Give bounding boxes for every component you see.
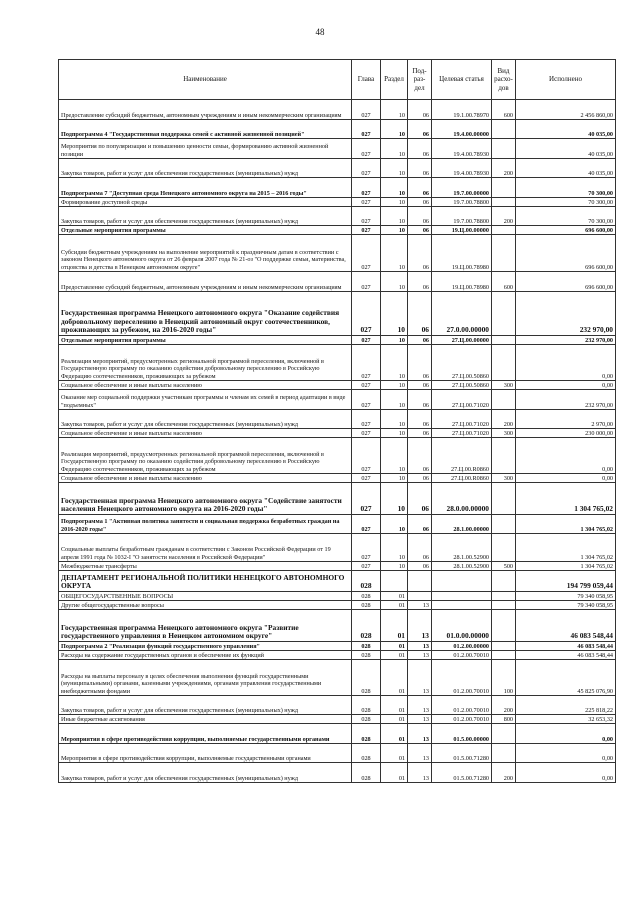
cell-razdel: 01 <box>381 601 408 610</box>
cell-target <box>432 601 492 610</box>
cell-vid <box>492 336 516 345</box>
cell-name: Субсидии бюджетным учреждениям на выполнение мероприятий к праздничным датам в соответствии с законом Ненецкого автономного округа от 26 февраля 2007 года № 21-оз "О поддержке семьи, материнства, отцовства и детства в Ненецком автономном округе" <box>59 235 352 272</box>
cell-vid <box>492 198 516 207</box>
cell-podrazdel: 06 <box>408 429 432 438</box>
cell-glava: 028 <box>352 744 381 763</box>
cell-done: 70 300,00 <box>516 198 616 207</box>
cell-vid: 500 <box>492 562 516 571</box>
cell-podrazdel: 06 <box>408 381 432 390</box>
cell-glava: 027 <box>352 292 381 336</box>
cell-done: 45 825 076,90 <box>516 660 616 696</box>
header-podrazdel: Под-раз-дел <box>408 60 432 100</box>
cell-vid: 200 <box>492 696 516 715</box>
cell-vid <box>492 601 516 610</box>
cell-target: 19.Ц.00.00000 <box>432 226 492 235</box>
cell-razdel: 01 <box>381 651 408 660</box>
cell-podrazdel: 13 <box>408 724 432 744</box>
cell-done: 194 799 059,44 <box>516 571 616 592</box>
cell-podrazdel: 13 <box>408 696 432 715</box>
cell-podrazdel: 13 <box>408 763 432 783</box>
cell-vid: 200 <box>492 763 516 783</box>
cell-glava: 028 <box>352 601 381 610</box>
cell-razdel: 10 <box>381 345 408 381</box>
cell-razdel: 10 <box>381 120 408 139</box>
cell-target: 28.1.00.00000 <box>432 515 492 534</box>
cell-name: Государственная программа Ненецкого автономного округа "Содействие занятости населения Ненецкого автономного округа на 2016-2020 годы" <box>59 483 352 515</box>
cell-razdel: 10 <box>381 336 408 345</box>
cell-podrazdel: 06 <box>408 336 432 345</box>
table-row <box>59 438 616 474</box>
cell-target: 01.2.00.00000 <box>432 642 492 651</box>
cell-target <box>432 571 492 592</box>
cell-glava: 027 <box>352 390 381 410</box>
cell-glava: 027 <box>352 381 381 390</box>
cell-podrazdel: 13 <box>408 744 432 763</box>
table-body <box>59 100 616 783</box>
table-row <box>59 534 616 562</box>
cell-name: Подпрограмма 7 "Доступная среда Ненецкого автономного округа на 2015 – 2016 годы" <box>59 178 352 198</box>
cell-glava: 028 <box>352 724 381 744</box>
cell-done: 2 456 860,00 <box>516 100 616 120</box>
cell-done: 0,00 <box>516 381 616 390</box>
cell-name: Закупка товаров, работ и услуг для обеспечения государственных (муниципальных) нужд <box>59 410 352 429</box>
cell-target: 01.5.00.71280 <box>432 763 492 783</box>
cell-razdel: 01 <box>381 744 408 763</box>
cell-razdel: 10 <box>381 100 408 120</box>
cell-name: Социальное обеспечение и иные выплаты населению <box>59 429 352 438</box>
cell-target: 19.4.00.78930 <box>432 139 492 159</box>
table-row <box>59 120 616 139</box>
table-row <box>59 483 616 515</box>
cell-vid: 300 <box>492 429 516 438</box>
cell-done: 40 035,00 <box>516 120 616 139</box>
cell-podrazdel: 06 <box>408 120 432 139</box>
cell-name: Другие общегосударственные вопросы <box>59 601 352 610</box>
cell-name: Отдельные мероприятия программы <box>59 336 352 345</box>
cell-vid: 800 <box>492 715 516 724</box>
cell-podrazdel: 06 <box>408 139 432 159</box>
cell-razdel: 10 <box>381 235 408 272</box>
cell-vid: 300 <box>492 474 516 483</box>
table-row <box>59 390 616 410</box>
cell-target: 27.Ц.00.71020 <box>432 410 492 429</box>
cell-name: Иные бюджетные ассигнования <box>59 715 352 724</box>
cell-done: 696 600,00 <box>516 272 616 292</box>
cell-glava: 028 <box>352 592 381 601</box>
cell-glava: 027 <box>352 120 381 139</box>
cell-podrazdel: 06 <box>408 345 432 381</box>
cell-razdel: 10 <box>381 483 408 515</box>
table-row <box>59 562 616 571</box>
cell-name: Подпрограмма 4 "Государственная поддержка семей с активной жизненной позицией" <box>59 120 352 139</box>
cell-glava: 027 <box>352 100 381 120</box>
cell-podrazdel: 06 <box>408 178 432 198</box>
cell-name: Реализация мероприятий, предусмотренных региональной программой переселения, включенной в Государственную программу по оказанию содействия добровольному переселению в Российскую Федерацию соотечественников, проживающих за рубежом <box>59 438 352 474</box>
cell-glava: 028 <box>352 715 381 724</box>
cell-razdel: 10 <box>381 438 408 474</box>
cell-name: Закупка товаров, работ и услуг для обеспечения государственных (муниципальных) нужд <box>59 696 352 715</box>
table-row <box>59 235 616 272</box>
cell-razdel: 01 <box>381 763 408 783</box>
cell-target: 27.0.00.00000 <box>432 292 492 336</box>
table-row <box>59 601 616 610</box>
cell-razdel: 10 <box>381 272 408 292</box>
cell-glava: 027 <box>352 515 381 534</box>
cell-razdel: 10 <box>381 515 408 534</box>
cell-done: 225 818,22 <box>516 696 616 715</box>
cell-podrazdel: 06 <box>408 562 432 571</box>
cell-done: 696 600,00 <box>516 226 616 235</box>
cell-name: Мероприятия по популяризации и повышению ценности семьи, формированию активной жизненной позиции <box>59 139 352 159</box>
cell-target: 01.0.00.00000 <box>432 610 492 642</box>
cell-razdel: 01 <box>381 610 408 642</box>
table-row <box>59 642 616 651</box>
cell-name: ОБЩЕГОСУДАРСТВЕННЫЕ ВОПРОСЫ <box>59 592 352 601</box>
cell-podrazdel: 06 <box>408 207 432 226</box>
cell-name: Расходы на содержание государственных органов и обеспечение их функций <box>59 651 352 660</box>
cell-vid: 600 <box>492 272 516 292</box>
cell-razdel: 10 <box>381 410 408 429</box>
cell-done: 1 304 765,02 <box>516 534 616 562</box>
cell-glava: 027 <box>352 483 381 515</box>
cell-done: 0,00 <box>516 474 616 483</box>
cell-target: 01.2.00.70010 <box>432 696 492 715</box>
cell-podrazdel: 06 <box>408 272 432 292</box>
header-name: Наименование <box>59 60 352 100</box>
cell-name: Предоставление субсидий бюджетным, автономным учреждениям и иным некоммерческим организациям <box>59 272 352 292</box>
cell-target: 19.4.00.00000 <box>432 120 492 139</box>
cell-vid: 600 <box>492 100 516 120</box>
cell-glava: 028 <box>352 763 381 783</box>
cell-name: Мероприятия в сфере противодействия коррупции, выполняемые государственными органами <box>59 724 352 744</box>
table-row <box>59 410 616 429</box>
page-number: 48 <box>315 27 325 37</box>
table-row <box>59 715 616 724</box>
cell-vid <box>492 571 516 592</box>
cell-podrazdel: 13 <box>408 601 432 610</box>
cell-done: 40 035,00 <box>516 139 616 159</box>
cell-glava: 028 <box>352 660 381 696</box>
cell-name: Межбюджетные трансферты <box>59 562 352 571</box>
table-row <box>59 139 616 159</box>
cell-target: 28.1.00.52900 <box>432 534 492 562</box>
cell-target: 27.Ц.00.71020 <box>432 390 492 410</box>
cell-podrazdel: 13 <box>408 642 432 651</box>
cell-done: 46 083 548,44 <box>516 651 616 660</box>
cell-podrazdel: 06 <box>408 410 432 429</box>
cell-target: 27.Ц.00.R0860 <box>432 438 492 474</box>
cell-glava: 027 <box>352 235 381 272</box>
cell-vid <box>492 534 516 562</box>
cell-podrazdel: 06 <box>408 534 432 562</box>
cell-name: Подпрограмма 1 "Активная политика занятости и социальная поддержка безработных граждан на 2016-2020 годы" <box>59 515 352 534</box>
table-header-row <box>59 60 616 100</box>
cell-vid <box>492 515 516 534</box>
cell-razdel: 10 <box>381 292 408 336</box>
cell-razdel: 10 <box>381 429 408 438</box>
cell-target: 27.Ц.00.R0860 <box>432 474 492 483</box>
cell-done: 232 970,00 <box>516 336 616 345</box>
cell-glava: 027 <box>352 178 381 198</box>
cell-target: 28.0.00.00000 <box>432 483 492 515</box>
cell-vid <box>492 744 516 763</box>
cell-vid: 300 <box>492 381 516 390</box>
cell-glava: 027 <box>352 336 381 345</box>
table-row <box>59 592 616 601</box>
cell-podrazdel: 06 <box>408 515 432 534</box>
cell-target: 19.Ц.00.78980 <box>432 272 492 292</box>
header-done: Исполнено <box>516 60 616 100</box>
table-row <box>59 660 616 696</box>
cell-vid: 200 <box>492 410 516 429</box>
cell-done: 0,00 <box>516 763 616 783</box>
cell-podrazdel: 06 <box>408 226 432 235</box>
cell-target: 01.2.00.70010 <box>432 651 492 660</box>
table-row <box>59 571 616 592</box>
cell-vid <box>492 642 516 651</box>
table-row <box>59 207 616 226</box>
cell-done: 232 970,00 <box>516 390 616 410</box>
cell-name: Реализация мероприятий, предусмотренных региональной программой переселения, включенной в Государственную программу по оказанию содействия добровольному переселению в Российскую Федерацию соотечественников, проживающих за рубежом <box>59 345 352 381</box>
cell-podrazdel: 06 <box>408 390 432 410</box>
header-vid: Вид расхо-дов <box>492 60 516 100</box>
cell-razdel <box>381 571 408 592</box>
cell-razdel: 10 <box>381 390 408 410</box>
cell-glava: 027 <box>352 226 381 235</box>
cell-target: 01.2.00.70010 <box>432 660 492 696</box>
cell-done: 32 653,32 <box>516 715 616 724</box>
cell-target: 19.7.00.00000 <box>432 178 492 198</box>
cell-podrazdel <box>408 592 432 601</box>
cell-done: 232 970,00 <box>516 292 616 336</box>
table-row <box>59 272 616 292</box>
cell-done: 0,00 <box>516 744 616 763</box>
cell-name: Государственная программа Ненецкого автономного округа "Развитие государственного управления в Ненецком автономном округе" <box>59 610 352 642</box>
cell-target: 19.4.00.78930 <box>432 159 492 178</box>
cell-razdel: 10 <box>381 474 408 483</box>
table-row <box>59 429 616 438</box>
cell-target: 19.7.00.78800 <box>432 207 492 226</box>
cell-target: 27.Ц.00.50860 <box>432 381 492 390</box>
cell-done: 0,00 <box>516 724 616 744</box>
cell-glava: 027 <box>352 474 381 483</box>
table-row <box>59 336 616 345</box>
cell-vid: 200 <box>492 207 516 226</box>
cell-glava: 027 <box>352 272 381 292</box>
cell-razdel: 10 <box>381 381 408 390</box>
cell-done: 79 340 058,95 <box>516 592 616 601</box>
cell-done: 0,00 <box>516 345 616 381</box>
table-row <box>59 100 616 120</box>
table-row <box>59 198 616 207</box>
cell-name: Расходы на выплаты персоналу в целях обеспечения выполнения функций государственными (муниципальными) органами, казенными учреждениями, органами управления государственными внебюджетными фондами <box>59 660 352 696</box>
cell-glava: 028 <box>352 571 381 592</box>
budget-table <box>58 59 616 783</box>
cell-vid: 100 <box>492 660 516 696</box>
cell-vid <box>492 724 516 744</box>
table-row <box>59 724 616 744</box>
cell-done: 230 000,00 <box>516 429 616 438</box>
cell-glava: 027 <box>352 410 381 429</box>
header-target: Целевая статья <box>432 60 492 100</box>
cell-target: 19.Ц.00.78980 <box>432 235 492 272</box>
cell-name: Социальное обеспечение и иные выплаты населению <box>59 381 352 390</box>
cell-glava: 027 <box>352 139 381 159</box>
cell-glava: 028 <box>352 696 381 715</box>
cell-razdel: 01 <box>381 592 408 601</box>
cell-razdel: 10 <box>381 139 408 159</box>
table-row <box>59 345 616 381</box>
table-row <box>59 515 616 534</box>
cell-vid <box>492 226 516 235</box>
cell-name: Мероприятия в сфере противодействия коррупции, выполняемые государственными органами <box>59 744 352 763</box>
cell-target <box>432 592 492 601</box>
cell-podrazdel: 13 <box>408 610 432 642</box>
cell-done: 79 340 058,95 <box>516 601 616 610</box>
cell-podrazdel: 06 <box>408 483 432 515</box>
cell-razdel: 10 <box>381 178 408 198</box>
cell-glava: 027 <box>352 159 381 178</box>
cell-done: 1 304 765,02 <box>516 515 616 534</box>
cell-podrazdel: 06 <box>408 159 432 178</box>
cell-razdel: 01 <box>381 642 408 651</box>
cell-vid <box>492 438 516 474</box>
cell-done: 40 035,00 <box>516 159 616 178</box>
cell-name: Социальные выплаты безработным гражданам в соответствии с Законом Российской Федерации от 19 апреля 1991 года № 1032-I "О занятости населения в Российской Федерации" <box>59 534 352 562</box>
cell-glava: 027 <box>352 345 381 381</box>
cell-target: 28.1.00.52900 <box>432 562 492 571</box>
cell-done: 696 600,00 <box>516 235 616 272</box>
cell-vid <box>492 390 516 410</box>
cell-razdel: 10 <box>381 159 408 178</box>
table-row <box>59 159 616 178</box>
table-row <box>59 474 616 483</box>
cell-podrazdel: 06 <box>408 100 432 120</box>
cell-razdel: 10 <box>381 226 408 235</box>
cell-vid <box>492 178 516 198</box>
cell-name: Предоставление субсидий бюджетным, автономным учреждениям и иным некоммерческим организациям <box>59 100 352 120</box>
cell-glava: 028 <box>352 651 381 660</box>
header-glava: Глава <box>352 60 381 100</box>
cell-done: 46 083 548,44 <box>516 642 616 651</box>
cell-glava: 027 <box>352 429 381 438</box>
cell-done: 46 083 548,44 <box>516 610 616 642</box>
cell-vid <box>492 651 516 660</box>
cell-name: Подпрограмма 2 "Реализация функций государственного управления" <box>59 642 352 651</box>
cell-razdel: 01 <box>381 696 408 715</box>
cell-glava: 027 <box>352 198 381 207</box>
cell-glava: 027 <box>352 534 381 562</box>
cell-vid <box>492 592 516 601</box>
cell-glava: 028 <box>352 610 381 642</box>
cell-podrazdel: 06 <box>408 474 432 483</box>
table-row <box>59 292 616 336</box>
cell-name: Отдельные мероприятия программы <box>59 226 352 235</box>
cell-target: 27.Ц.00.50860 <box>432 345 492 381</box>
cell-podrazdel: 13 <box>408 660 432 696</box>
cell-vid <box>492 120 516 139</box>
cell-name: Государственная программа Ненецкого автономного округа "Оказание содействия добровольному переселению в Ненецкий автономный округ соотечественников, проживающих за рубежом, на 2016-2020 годы" <box>59 292 352 336</box>
cell-vid <box>492 345 516 381</box>
cell-podrazdel <box>408 571 432 592</box>
table-row <box>59 651 616 660</box>
table-row <box>59 763 616 783</box>
cell-glava: 027 <box>352 562 381 571</box>
cell-razdel: 10 <box>381 207 408 226</box>
cell-done: 2 970,00 <box>516 410 616 429</box>
cell-vid <box>492 139 516 159</box>
cell-vid <box>492 483 516 515</box>
cell-razdel: 10 <box>381 534 408 562</box>
cell-done: 0,00 <box>516 438 616 474</box>
cell-podrazdel: 06 <box>408 235 432 272</box>
cell-name: Закупка товаров, работ и услуг для обеспечения государственных (муниципальных) нужд <box>59 159 352 178</box>
cell-podrazdel: 06 <box>408 198 432 207</box>
table-row <box>59 696 616 715</box>
cell-target: 19.7.00.78800 <box>432 198 492 207</box>
cell-done: 1 304 765,02 <box>516 562 616 571</box>
cell-done: 70 300,00 <box>516 178 616 198</box>
cell-podrazdel: 06 <box>408 292 432 336</box>
cell-razdel: 01 <box>381 660 408 696</box>
header-razdel: Раздел <box>381 60 408 100</box>
cell-podrazdel: 13 <box>408 651 432 660</box>
table-row <box>59 381 616 390</box>
cell-vid: 200 <box>492 159 516 178</box>
cell-name: Формирование доступной среды <box>59 198 352 207</box>
cell-target: 27.Ц.00.00000 <box>432 336 492 345</box>
table-row <box>59 610 616 642</box>
cell-name: Социальное обеспечение и иные выплаты населению <box>59 474 352 483</box>
cell-vid <box>492 610 516 642</box>
cell-done: 1 304 765,02 <box>516 483 616 515</box>
table-row <box>59 178 616 198</box>
cell-glava: 028 <box>352 642 381 651</box>
cell-podrazdel: 13 <box>408 715 432 724</box>
cell-target: 27.Ц.00.71020 <box>432 429 492 438</box>
cell-podrazdel: 06 <box>408 438 432 474</box>
cell-name: Закупка товаров, работ и услуг для обеспечения государственных (муниципальных) нужд <box>59 763 352 783</box>
cell-vid <box>492 235 516 272</box>
cell-target: 19.1.00.78970 <box>432 100 492 120</box>
cell-name: Оказание мер социальной поддержки участникам программы и членам их семей в период адаптации в виде "подъемных" <box>59 390 352 410</box>
cell-vid <box>492 292 516 336</box>
cell-razdel: 01 <box>381 724 408 744</box>
cell-razdel: 10 <box>381 562 408 571</box>
cell-target: 01.5.00.00000 <box>432 724 492 744</box>
table-row <box>59 226 616 235</box>
cell-target: 01.5.00.71280 <box>432 744 492 763</box>
cell-glava: 027 <box>352 438 381 474</box>
cell-name: Закупка товаров, работ и услуг для обеспечения государственных (муниципальных) нужд <box>59 207 352 226</box>
cell-done: 70 300,00 <box>516 207 616 226</box>
cell-target: 01.2.00.70010 <box>432 715 492 724</box>
cell-name: ДЕПАРТАМЕНТ РЕГИОНАЛЬНОЙ ПОЛИТИКИ НЕНЕЦКОГО АВТОНОМНОГО ОКРУГА <box>59 571 352 592</box>
table-row <box>59 744 616 763</box>
cell-razdel: 01 <box>381 715 408 724</box>
cell-glava: 027 <box>352 207 381 226</box>
cell-razdel: 10 <box>381 198 408 207</box>
